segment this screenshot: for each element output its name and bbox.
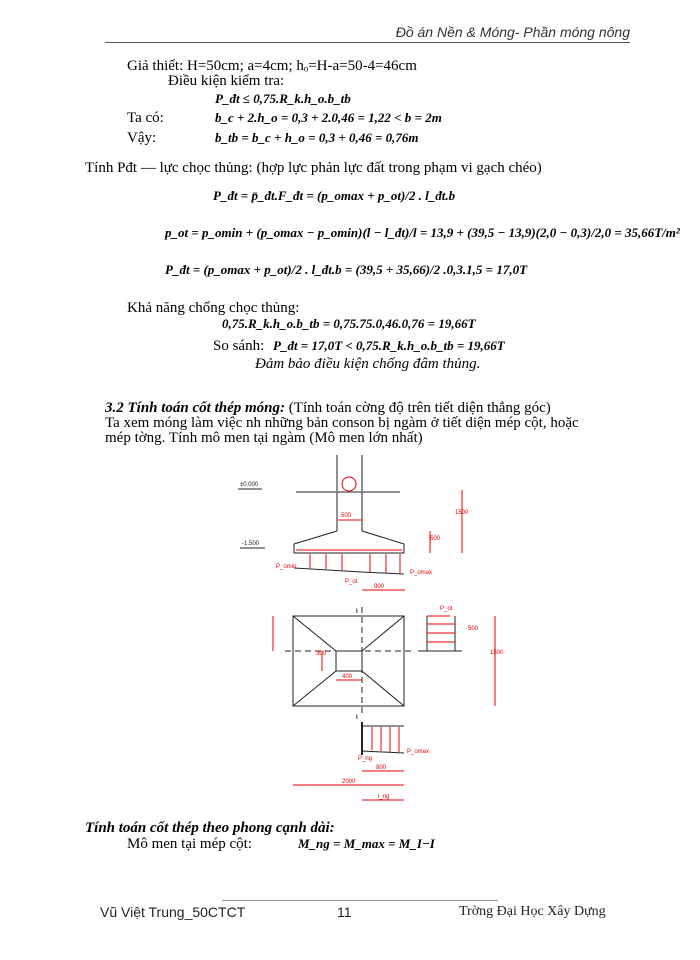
vay-formula: b_tb = b_c + h_o = 0,3 + 0,46 = 0,76m [215, 130, 419, 145]
p-ng-label: P_ng [358, 756, 373, 762]
dim-column: 500 [341, 513, 352, 519]
pdt-intro: Tính Pđt — lực chọc thủng: (hợp lực phản lực đất trong phạm vi gạch chéo) [85, 160, 542, 176]
level-bottom-label: -1.500 [242, 541, 260, 547]
vay-label: Vậy: [127, 130, 157, 146]
compare-label: So sánh: [213, 338, 265, 354]
taco-label: Ta có: [127, 110, 164, 126]
conclusion: Đảm bảo điều kiện chống đâm thủng. [255, 356, 481, 372]
check-label: Điều kiện kiểm tra: [168, 73, 285, 89]
equation-2: p_ot = p_omin + (p_omax − p_omin)(l − l_đt)/l = 13,9 + (39,5 − 13,9)(2,0 − 0,3)/2,0 = 35,66T/m² [165, 225, 680, 240]
dim-800: 800 [376, 765, 387, 771]
paragraph-line-2: mép tờng. Tính mô men tại ngàm (Mô men lớn nhất) [105, 430, 423, 446]
p-min-label: P_omin [276, 564, 297, 570]
dim-col-h: 300 [316, 651, 327, 657]
page-number: 11 [337, 904, 352, 920]
level-top-label: ±0.000 [240, 482, 259, 488]
taco-formula: b_c + 2.h_o = 0,3 + 2.0,46 = 1,22 < b = 2m [215, 110, 442, 125]
assumption-text: Giả thiết: H=50cm; a=4cm; hₒ=H-a=50-4=46cm [127, 58, 417, 74]
moment-formula: M_ng = M_max = M_I−I [298, 836, 435, 851]
p-side-label: P_ot [440, 606, 453, 612]
footer-school: Trờng Đại Học Xây Dựng [459, 904, 606, 919]
dim-lng: l_ng [378, 794, 390, 800]
dim-plan-b: 1500 [490, 650, 504, 656]
footer-rule [222, 900, 498, 901]
dim-900: 900 [374, 584, 385, 590]
section-note: (Tính toán cờng độ trên tiết diện thẳng góc) [285, 400, 551, 416]
page-header: Đồ án Nền & Móng- Phần móng nông [395, 24, 630, 40]
subsection-title: Tính toán cốt thép theo phong cạnh dài: [85, 820, 335, 836]
capacity-formula: 0,75.R_k.h_o.b_tb = 0,75.75.0,46.0,76 = 19,66T [222, 316, 476, 331]
dim-2000: 2000 [342, 779, 356, 785]
moment-label: Mô men tại mép cột: [127, 836, 252, 852]
p-max-bottom-label: P_omax [407, 749, 430, 755]
dim-depth: 1500 [455, 510, 469, 516]
equation-1: P_đt = p̄_đt.F_đt = (p_omax + p_ot)/2 . l_đt.b [213, 188, 456, 203]
footer-author: Vũ Việt Trung_50CTCT [100, 904, 246, 920]
dim-col-w: 400 [342, 674, 353, 680]
paragraph-line-1: Ta xem móng làm việc nh những bản conson bị ngàm ở tiết diện mép cột, hoặc [105, 415, 579, 431]
section-mark-top: I [356, 609, 358, 615]
dim-h: 500 [430, 536, 441, 542]
p-ot-label: P_ot [345, 579, 358, 585]
p-max-label: P_omax [410, 570, 433, 576]
dim-500: 500 [468, 626, 479, 632]
compare-formula: P_đt = 17,0T < 0,75.R_k.h_o.b_tb = 19,66T [273, 338, 505, 353]
check-formula: P_đt ≤ 0,75.R_k.h_o.b_tb [215, 91, 351, 106]
section-mark-bottom: I [356, 715, 358, 721]
capacity-label: Khả năng chống chọc thủng: [127, 300, 300, 316]
section-title: 3.2 Tính toán cốt thép móng: [105, 400, 286, 416]
equation-3: P_đt = (p_omax + p_ot)/2 . l_đt.b = (39,5 + 35,66)/2 .0,3.1,5 = 17,0T [165, 262, 528, 277]
